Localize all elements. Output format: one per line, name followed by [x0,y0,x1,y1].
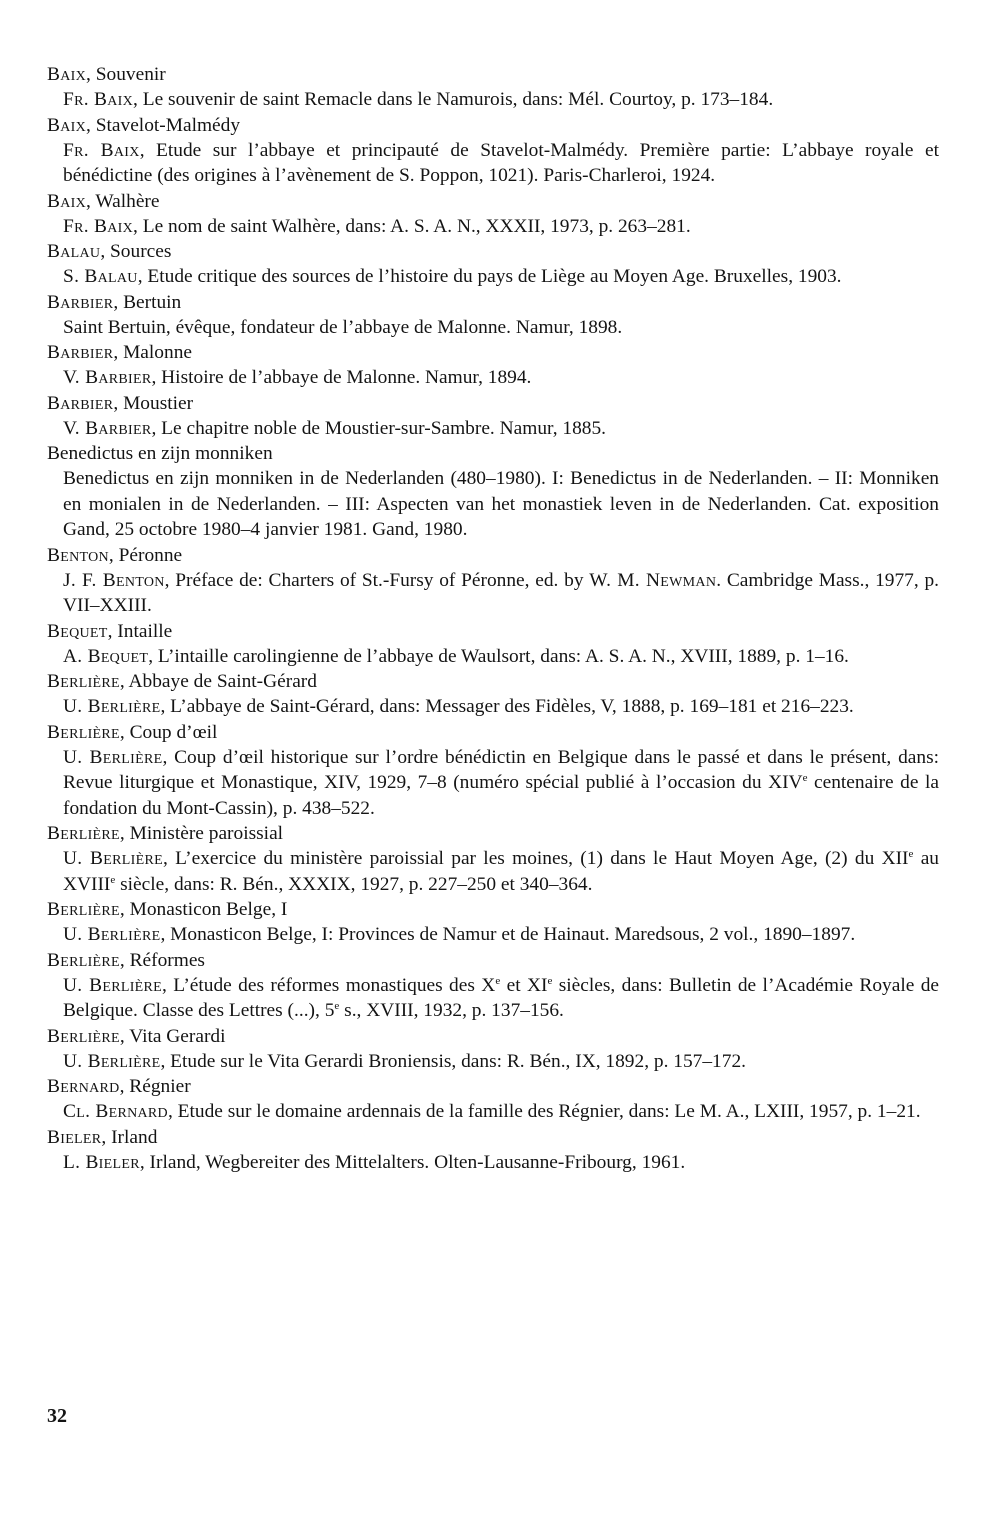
text-run: . Cambridge Mass., 1977, p. VII–XXIII. [63,569,939,616]
entry-short-title [47,543,939,568]
bibliography-entry [47,543,939,619]
text-run: siècles, dans: Bulletin de l’Académie Royale de Belgique. Classe des Lettres (...), 5 [63,974,940,1021]
text-run: au XVIII [63,848,939,895]
text-run: , Intaille [107,620,173,642]
text-run: , Souvenir [86,64,166,85]
entry-full-reference [63,416,939,442]
text-run: , L’intaille carolingienne de l’abbaye de Waulsort, dans: A. S. A. N., XVIII, 1889, p. 1–16. [148,645,849,667]
entry-full-reference [63,846,939,897]
text-run: , Coup d’œil historique sur l’ordre bénédictin en Belgique dans le passé et dans le présent, dans: Revue liturgique et Monastique, XIV, 1929, 7–8 (numéro spécial publié à l’occasion du XIV [63,746,939,793]
entry-full-reference [63,466,939,543]
author-name: U. Berlière [63,848,163,869]
text-run: , Ministère paroissial [119,823,284,844]
text-run: Benedictus en zijn monniken in de Nederlanden (480–1980). I: Benedictus in de Nederlanden. – II: Monniken en monialen in de Nederlanden. – III: Aspecten van het monastiek leven in de Nederlanden. Cat. exposition Gand, 25 octobre 1980–4 janvier 1981. Gand, 1980. [63,468,939,540]
text-run: , L’exercice du ministère paroissial par les moines, (1) dans le Haut Moyen Age, (2) du XII [162,848,909,869]
author-name: U. Berlière [63,924,161,945]
author-name: V. Barbier [63,417,152,439]
text-run: , Irland [101,1126,158,1148]
bibliography-entry [47,1074,939,1125]
superscript: e [334,1000,340,1012]
text-run: et XI [500,974,548,996]
entry-short-title [47,340,939,365]
text-run: Saint Bertuin, évêque, fondateur de l’abbaye de Malonne. Namur, 1898. [63,316,623,338]
text-run: , Etude sur le domaine ardennais de la famille des Régnier, dans: Le M. A., LXIII, 1957, p. 1–21. [167,1101,921,1122]
text-run: s., XVIII, 1932, p. 137–156. [339,1000,564,1021]
bibliography-entry [47,1024,939,1075]
entry-short-title [47,669,939,694]
author-name: Bieler [47,1126,102,1148]
author-name: Bequet [47,620,108,642]
entry-full-reference [63,644,939,670]
author-name: Fr. Baix [63,89,134,110]
entry-short-title [47,619,939,644]
author-name: Benton [47,544,109,566]
bibliography-entry [47,62,939,113]
text-run: , Monasticon Belge, I: Provinces de Namur et de Hainaut. Maredsous, 2 vol., 1890–1897. [160,924,856,945]
author-name: Barbier [47,392,114,414]
bibliography-entry [47,897,939,948]
entry-full-reference [63,214,939,240]
entry-short-title [47,441,939,466]
author-name: L. Bieler [63,1151,140,1173]
text-run: , Sources [100,241,172,262]
text-run: , L’abbaye de Saint-Gérard, dans: Messager des Fidèles, V, 1888, p. 169–181 et 216–223. [160,696,854,717]
entry-full-reference [63,87,939,113]
entry-full-reference [63,694,939,720]
text-run: , Péronne [108,544,183,566]
text-run: , Walhère [86,190,160,212]
author-name: Berlière [47,899,120,920]
entry-short-title [47,62,939,87]
author-name: W. M. Newman [589,569,717,591]
superscript: e [547,974,553,987]
text-run: , Le nom de saint Walhère, dans: A. S. A. N., XXXII, 1973, p. 263–281. [133,215,691,237]
entry-full-reference [63,1099,939,1125]
entry-full-reference [63,264,939,290]
entry-short-title [47,720,939,745]
bibliography-entry [47,290,939,341]
entry-full-reference [63,138,939,189]
author-name: Berlière [47,823,120,844]
text-run: , Coup d’œil [119,721,218,743]
text-run: centenaire de la fondation du Mont-Cassin), p. 438–522. [63,772,939,819]
page-number: 32 [47,1405,67,1427]
entry-full-reference [63,973,939,1024]
text-run: Benedictus en zijn monniken [47,443,273,464]
author-name: A. Bequet [63,645,149,667]
author-name: Baix [47,114,87,136]
entry-full-reference [63,315,939,341]
author-name: Berlière [47,949,120,971]
text-run: , Régnier [119,1076,191,1097]
text-run: , Etude sur le Vita Gerardi Broniensis, dans: R. Bén., IX, 1892, p. 157–172. [160,1050,746,1072]
entry-short-title [47,239,939,264]
entry-short-title [47,897,939,922]
author-name: Barbier [47,342,114,363]
entry-full-reference [63,1049,939,1075]
author-name: Barbier [47,291,114,313]
bibliography-entry [47,441,939,543]
text-run: , Le chapitre noble de Moustier-sur-Sambre. Namur, 1885. [151,417,607,439]
entry-full-reference [63,1150,939,1176]
author-name: Fr. Baix [63,215,134,237]
text-run: , Préface de: Charters of St.-Fursy of Péronne, ed. by [164,569,590,591]
entry-short-title [47,821,939,846]
author-name: Berlière [47,1025,120,1047]
author-name: Bernard [47,1076,120,1097]
entry-short-title [47,290,939,315]
author-name: V. Barbier [63,367,152,388]
author-name: Balau [47,241,101,262]
author-name: U. Berlière [63,696,161,717]
entry-short-title [47,1024,939,1049]
text-run: , Malonne [113,342,192,363]
text-run: , Histoire de l’abbaye de Malonne. Namur, 1894. [151,367,532,388]
bibliography-entry [47,391,939,442]
author-name: Baix [47,190,87,212]
superscript: e [495,974,501,987]
author-name: J. F. Benton [63,569,165,591]
entry-short-title [47,1074,939,1099]
superscript: e [802,772,808,784]
text-run: , Abbaye de Saint-Gérard [119,671,317,692]
text-run: , L’étude des réformes monastiques des X [162,974,496,996]
text-run: , Stavelot-Malmédy [86,114,241,136]
text-run: , Moustier [113,392,194,414]
author-name: S. Balau [63,266,138,287]
text-run: , Le souvenir de saint Remacle dans le Namurois, dans: Mél. Courtoy, p. 173–184. [133,89,774,110]
author-name: Cl. Bernard [63,1101,168,1122]
bibliography-entry [47,189,939,240]
author-name: Berlière [47,671,120,692]
author-name: Fr. Baix [63,139,140,161]
text-run: , Etude sur l’abbaye et principauté de Stavelot-Malmédy. Première partie: L’abbaye royale et bénédictine (des origines à l’avènement de S. Poppon, 1021). Paris-Charleroi, 1924. [63,139,939,186]
entry-short-title [47,1125,939,1150]
text-run: , Etude critique des sources de l’histoire du pays de Liège au Moyen Age. Bruxelles, 1903. [137,266,842,287]
author-name: U. Berlière [63,974,163,996]
author-name: U. Berlière [63,746,163,768]
author-name: Baix [47,64,87,85]
entry-short-title [47,113,939,138]
entry-full-reference [63,568,939,619]
author-name: U. Berlière [63,1050,161,1072]
text-run: siècle, dans: R. Bén., XXXIX, 1927, p. 227–250 et 340–364. [115,873,593,895]
bibliography-entry [47,239,939,290]
text-run: , Irland, Wegbereiter des Mittelalters. Olten-Lausanne-Fribourg, 1961. [139,1151,686,1173]
bibliography-entry [47,821,939,897]
superscript: e [908,848,914,860]
bibliography-entry [47,1125,939,1176]
bibliography-entry [47,619,939,670]
entry-short-title [47,189,939,214]
bibliography-entry [47,113,939,189]
entry-short-title [47,948,939,973]
text-run: , Réformes [119,949,205,971]
bibliography-entry [47,669,939,720]
text-run: , Monasticon Belge, I [119,899,288,920]
entry-short-title [47,391,939,416]
bibliography-list [47,62,939,1175]
superscript: e [110,873,116,886]
bibliography-entry [47,720,939,822]
entry-full-reference [63,365,939,391]
text-run: , Vita Gerardi [119,1025,226,1047]
bibliography-entry [47,948,939,1024]
entry-full-reference [63,922,939,948]
text-run: , Bertuin [113,291,182,313]
entry-full-reference [63,745,939,822]
bibliography-entry [47,340,939,391]
author-name: Berlière [47,721,120,743]
